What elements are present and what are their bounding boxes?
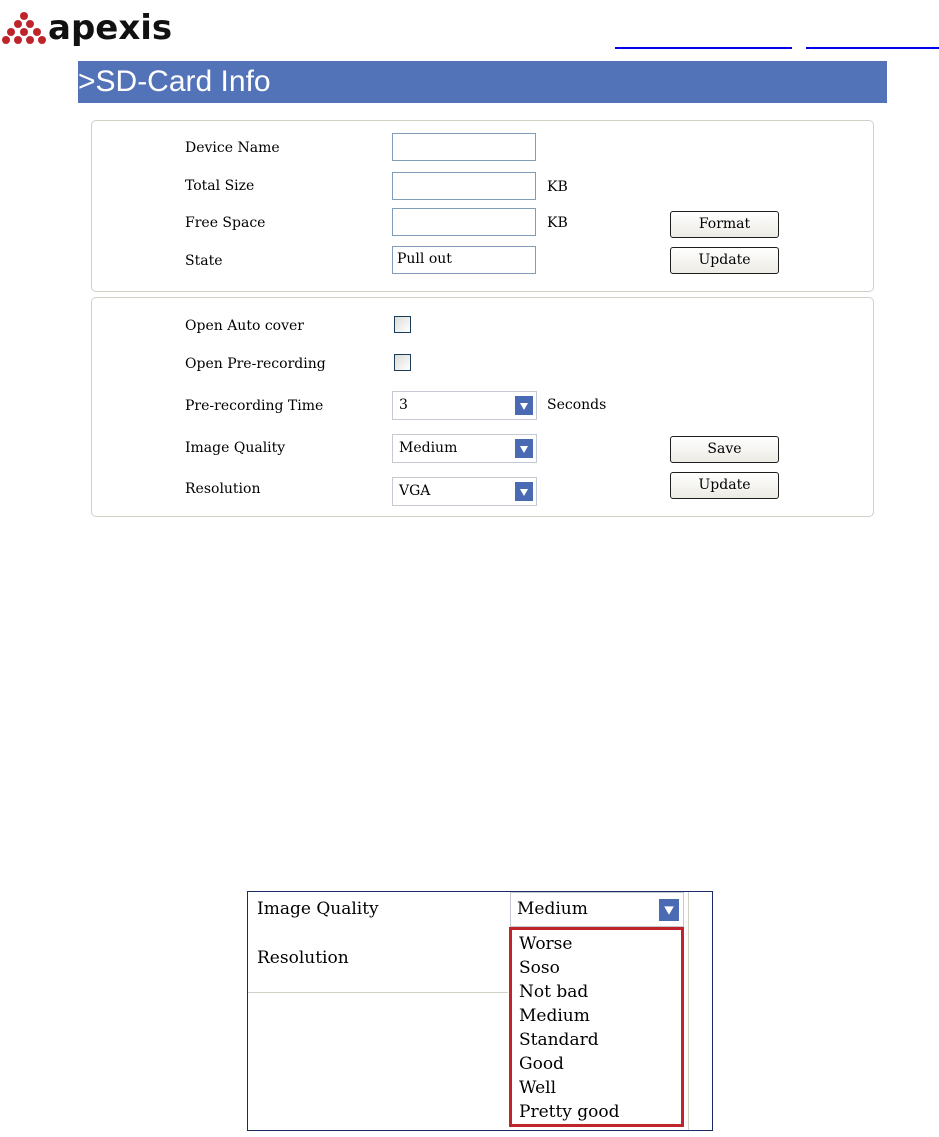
device-name-field[interactable] — [392, 133, 536, 161]
free-space-label: Free Space — [185, 215, 266, 231]
inset-image-quality-value: Medium — [517, 899, 588, 919]
pre-recording-time-unit: Seconds — [547, 397, 607, 413]
inset-resolution-label: Resolution — [257, 948, 349, 968]
total-size-unit: KB — [547, 179, 568, 195]
image-quality-options-list — [509, 927, 684, 1127]
option-not-bad[interactable]: Not bad — [519, 982, 589, 1002]
format-button[interactable]: Format — [670, 211, 779, 238]
logo-text: apexis — [48, 8, 173, 48]
image-quality-select[interactable] — [392, 434, 537, 463]
inset-image-quality-select[interactable] — [510, 892, 684, 927]
divider — [248, 992, 508, 993]
option-medium[interactable]: Medium — [519, 1006, 590, 1026]
auto-cover-label: Open Auto cover — [185, 318, 304, 334]
page-title: >SD-Card Info — [78, 61, 887, 103]
header-link-underline[interactable] — [615, 47, 792, 49]
option-soso[interactable]: Soso — [519, 958, 560, 978]
total-size-field[interactable] — [392, 172, 536, 200]
pre-recording-time-select[interactable] — [392, 391, 537, 420]
state-label: State — [185, 253, 223, 269]
pre-recording-label: Open Pre-recording — [185, 356, 326, 372]
free-space-field[interactable] — [392, 208, 536, 236]
pre-recording-checkbox[interactable] — [394, 354, 411, 371]
chevron-down-icon[interactable] — [515, 439, 533, 458]
total-size-label: Total Size — [185, 178, 255, 194]
sd-update-button[interactable]: Update — [670, 247, 779, 274]
header-link-underline[interactable] — [806, 47, 939, 49]
auto-cover-checkbox[interactable] — [394, 316, 411, 333]
save-button[interactable]: Save — [670, 436, 779, 463]
pre-recording-time-value: 3 — [399, 397, 408, 413]
option-good[interactable]: Good — [519, 1054, 564, 1074]
image-quality-label: Image Quality — [185, 440, 286, 456]
free-space-unit: KB — [547, 215, 568, 231]
logo-dots-icon — [2, 8, 46, 48]
pre-recording-time-label: Pre-recording Time — [185, 398, 324, 414]
resolution-label: Resolution — [185, 481, 261, 497]
divider — [688, 892, 689, 1130]
option-worse[interactable]: Worse — [519, 934, 573, 954]
chevron-down-icon[interactable] — [515, 482, 533, 501]
option-standard[interactable]: Standard — [519, 1030, 599, 1050]
state-field[interactable]: Pull out — [392, 246, 536, 274]
resolution-value: VGA — [399, 483, 431, 499]
device-name-label: Device Name — [185, 140, 280, 156]
inset-image-quality-label: Image Quality — [257, 899, 379, 919]
chevron-down-icon[interactable] — [659, 899, 679, 921]
option-well[interactable]: Well — [519, 1078, 557, 1098]
option-pretty-good[interactable]: Pretty good — [519, 1102, 620, 1122]
recording-update-button[interactable]: Update — [670, 472, 779, 499]
resolution-select[interactable] — [392, 477, 537, 506]
chevron-down-icon[interactable] — [515, 396, 533, 415]
apexis-logo — [2, 8, 172, 48]
image-quality-value: Medium — [399, 440, 458, 456]
